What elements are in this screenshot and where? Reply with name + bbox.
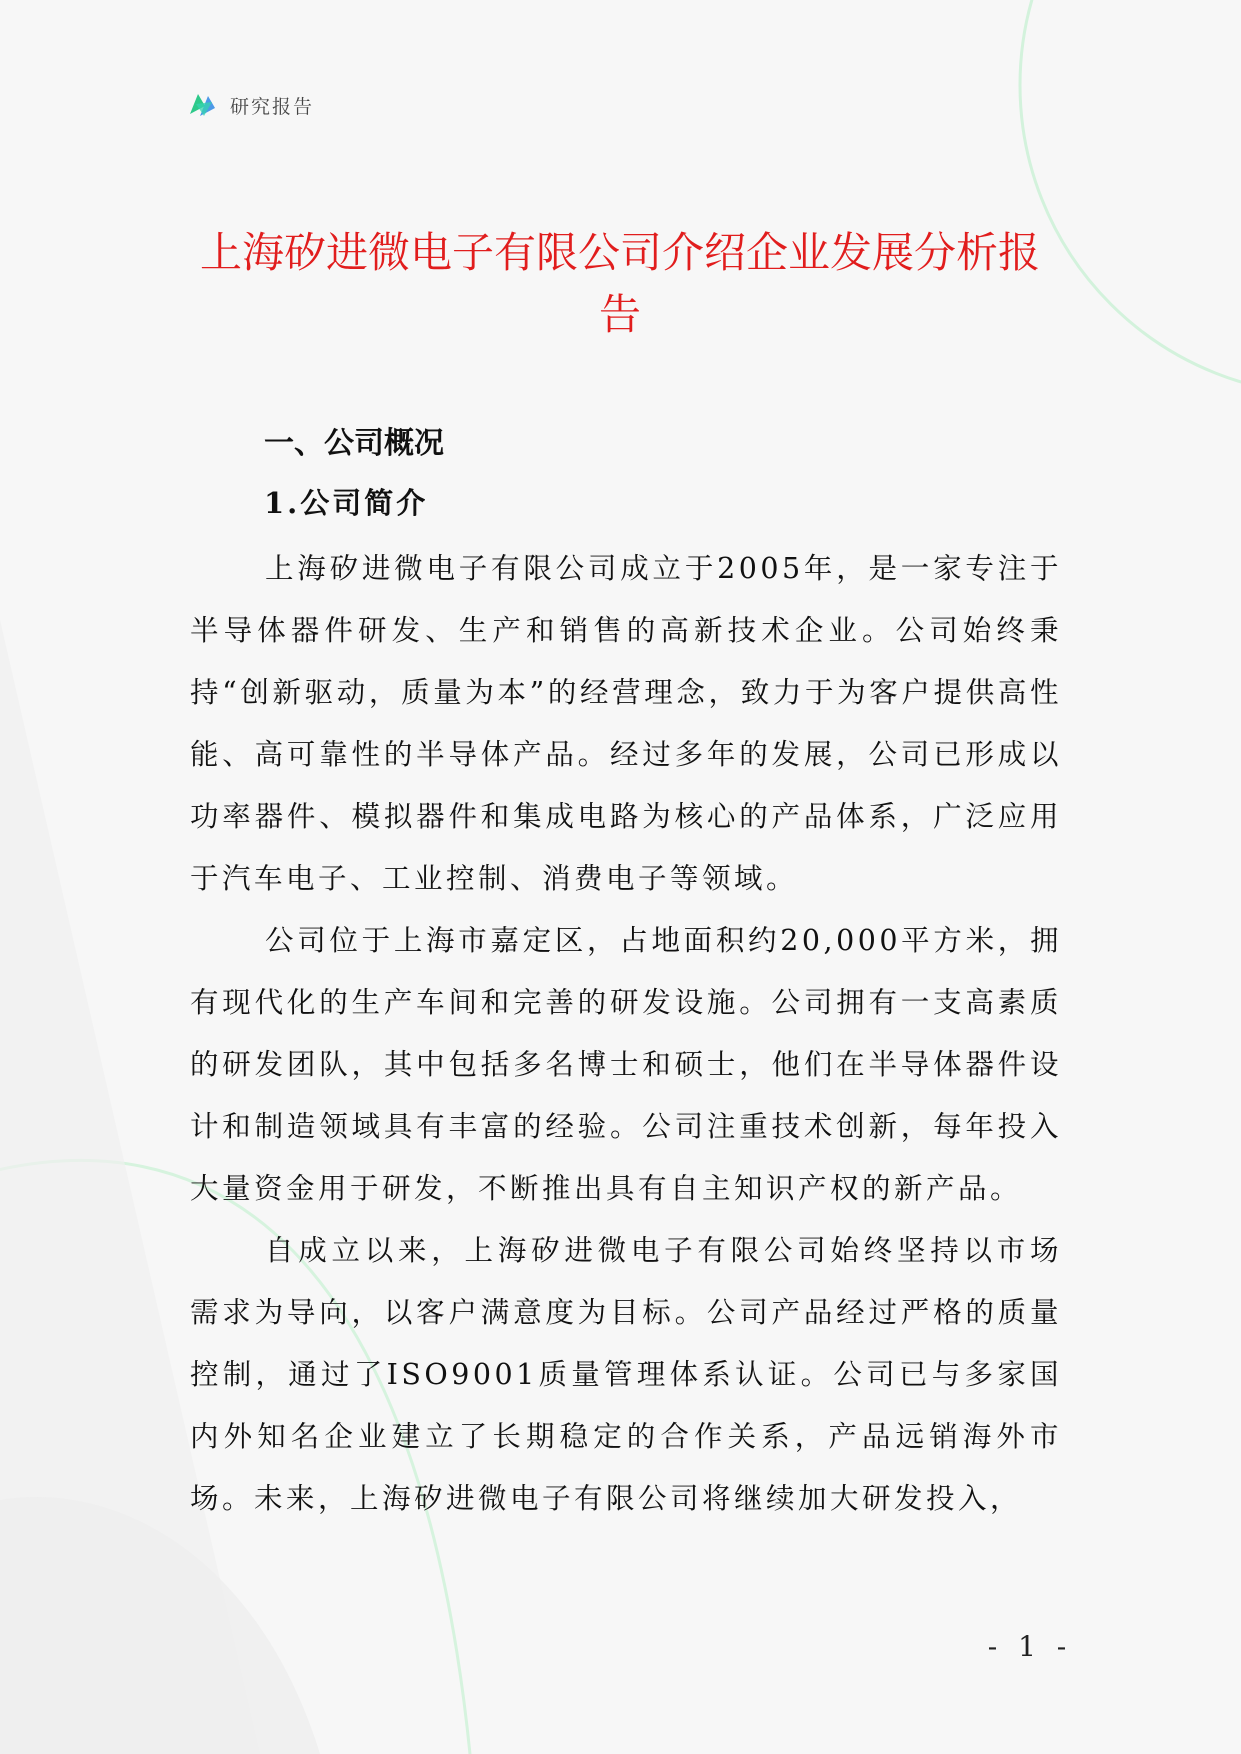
paragraph: 公司位于上海市嘉定区，占地面积约20,000平方米，拥有现代化的生产车间和完善的研发设施。公司拥有一支高素质的研发团队，其中包括多名博士和硕士，他们在半导体器件设计和制造领域具有丰富的经验。公司注重技术创新，每年投入大量资金用于研发，不断推出具有自主知识产权的新产品。 — [190, 924, 1062, 1205]
sub-heading: 1.公司简介 — [264, 486, 429, 520]
document-title: 上海矽进微电子有限公司介绍企业发展分析报告 — [199, 228, 1040, 339]
body-text — [190, 538, 1062, 1530]
brand-label: 研究报告 — [230, 95, 315, 118]
brand-logo-icon — [188, 90, 222, 120]
header-brand — [188, 90, 314, 120]
page-number: - 1 - — [987, 1630, 1073, 1663]
section-heading: 一、公司概况 — [264, 426, 444, 461]
paragraph: 上海矽进微电子有限公司成立于2005年，是一家专注于半导体器件研发、生产和销售的高新技术企业。公司始终秉持“创新驱动，质量为本”的经营理念，致力于为客户提供高性能、高可靠性的半导体产品。经过多年的发展，公司已形成以功率器件、模拟器件和集成电路为核心的产品体系，广泛应用于汽车电子、工业控制、消费电子等领域。 — [190, 552, 1062, 895]
paragraph: 自成立以来，上海矽进微电子有限公司始终坚持以市场需求为导向，以客户满意度为目标。公司产品经过严格的质量控制，通过了ISO9001质量管理体系认证。公司已与多家国内外知名企业建立了长期稳定的合作关系，产品远销海外市场。未来，上海矽进微电子有限公司将继续加大研发投入， — [190, 1234, 1062, 1515]
